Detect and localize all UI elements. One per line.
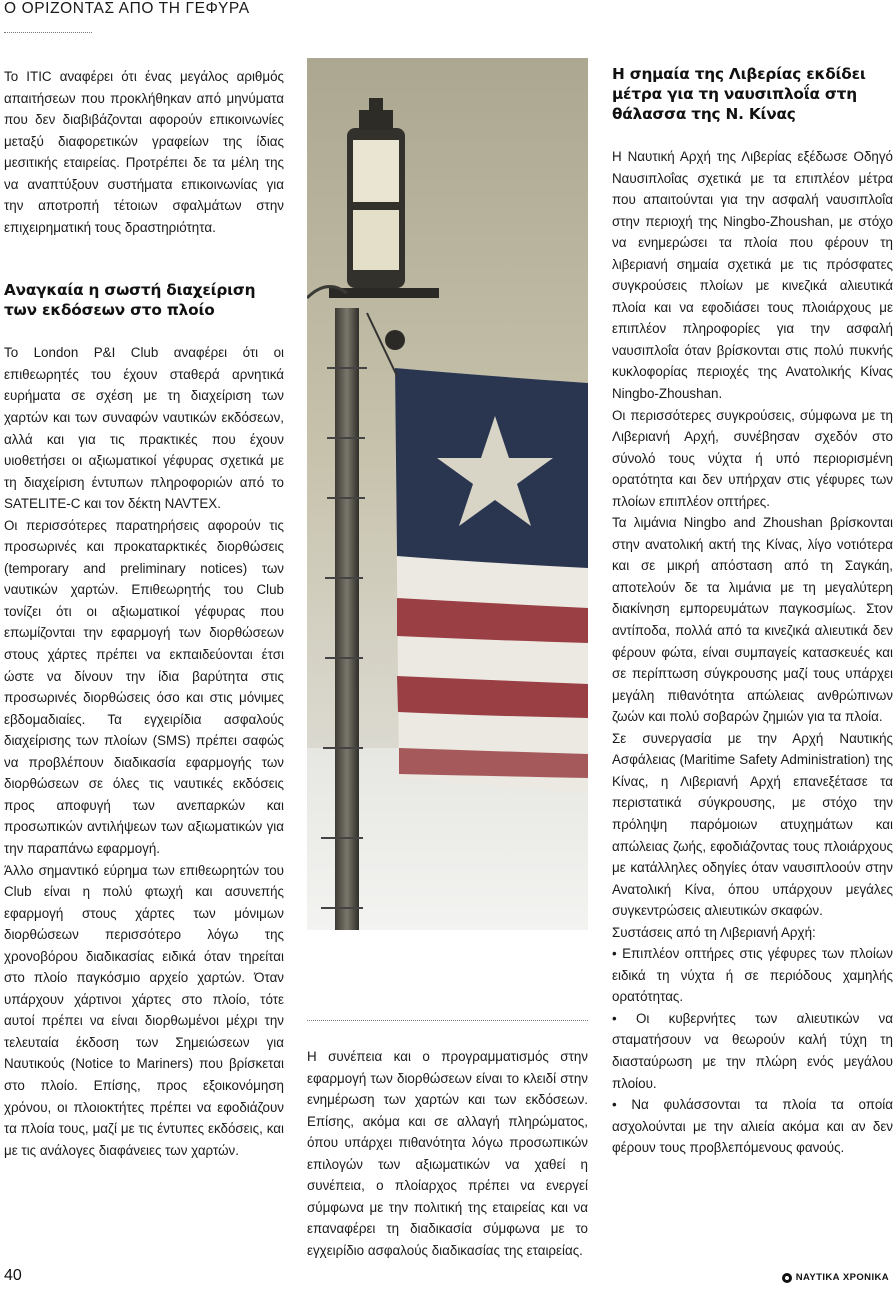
article-heading-liberia: Η σημαία της Λιβερίας εκδίδει μέτρα για τη ναυσιπλοΐα στη θάλασσα της Ν. Κίνας [612,65,866,123]
paragraph: Συστάσεις από τη Λιβεριανή Αρχή: [612,924,816,940]
photo-divider [307,1020,588,1021]
title-divider [4,32,92,33]
paragraph: Άλλο σημαντικό εύρημα των επιθεωρητών του Club είναι η πολύ φτωχή και ασυνεπής εφαρμογή στους χάρτες των μόνιμων διορθώσεων περισσότερο λόγω της χρονοβόρου διαδικασίας ειδικά όταν τηρείται στο πλοίο παγκόσμιο αρχείο χαρτών. Όταν υπάρχουν χάρτινοι χάρτες στο πλοίο, τότε αυτοί πρέπει να είναι διορθωμένοι μέχρι την τελευταία έκδοση των Σημειώσεων για Ναυτικούς (Notice to Mariners) που βρίσκεται στο πλοίο. Επίσης, προς εξοικονόμηση χρόνου, οι πλοιοκτήτες πρέπει να εφοδιάζουν τα πλοία τους, μαζί με τις έντυπες εκδόσεις, και με τις ανάλογες διαφάνειες των χαρτών. [4,862,284,1158]
article-heading-charts: Αναγκαία η σωστή διαχείριση των εκδόσεων στο πλοίο [4,281,256,320]
flag-photo [307,58,588,930]
column-right [612,64,893,1159]
recommendation-item: • Να φυλάσσονται τα πλοία τα οποία ασχολούνται με την αλιεία ακόμα και αν δεν φέρουν τους προβλεπόμενους φανούς. [612,1097,893,1156]
flag [395,368,588,793]
recommendation-item: • Οι κυβερνήτες των αλιευτικών να σταματήσουν να θεωρούν καλή τύχη τη διασταύρωση με την πλώρη ενός μεγάλου πλοίου. [612,1010,893,1091]
column-left [4,66,284,1161]
recommendation-item: • Επιπλέον οπτήρες στις γέφυρες των πλοίων ειδικά τη νύχτα ή σε περιόδους χαμηλής ορατότητας. [612,946,893,1005]
paragraph: Οι περισσότερες παρατηρήσεις αφορούν τις προσωρινές και προκαταρκτικές διορθώσεις (temporary and preliminary notices) των ναυτικών χαρτών. Επιθεωρητής του Club τονίζει ότι οι αξιωματικοί γέφυρας που επωμίζονται την εφαρμογή των διορθώσεων στους χάρτες πρέπει να εκπαιδεύονται έτσι ώστε να δίνουν την ίδια βαρύτητα στις προσωρινές διορθώσεις όσο και στις μόνιμες εβδομαδιαίες. Τα εγχειρίδια ασφαλούς διαχείρισης των πλοίων (SMS) πρέπει σαφώς να προβλέπουν διαδικασία εφαρμογής των διορθώσεων σε όλες τις ναυτικές εκδόσεις προς αποφυγή των ανεπαρκών και προσωπικών αντιλήψεων των αξιωματικών για την παραπάνω εφαρμογή. [4,517,284,856]
page-number: 40 [4,1267,22,1284]
brand-name: ΝΑΥΤΙΚΑ ΧΡΟΝΙΚΑ [795,1272,889,1283]
brand-logo-icon [782,1273,792,1283]
paragraph: Σε συνεργασία με την Αρχή Ναυτικής Ασφάλειας (Maritime Safety Administration) της Κίνας, η Λιβεριανή Αρχή επανεξέτασε τα περιστατικά σύγκρουσης, με στόχο την πρόληψη παρόμοιων ατυχημάτων και απώλειας ζωής, εφοδιάζοντας τους πλοιάρχους με κατάλληλες οδηγίες όταν ναυσιπλοούν στην Ανατολική Κίνα, όπου υπάρχουν μεγάλες συγκεντρώσεις αλιευτικών σκαφών. [612,730,893,919]
column-middle [307,1046,588,1261]
paragraph: Οι περισσότερες συγκρούσεις, σύμφωνα με τη Λιβεριανή Αρχή, συνέβησαν σχεδόν στο σύνολό τους νύχτα ή υπό περιορισμένη ορατότητα και δεν υπήρχαν στις γέφυρες των πλοίων επιπλέον οπτήρες. [612,407,893,509]
paragraph: Το London P&I Club αναφέρει ότι οι επιθεωρητές του έχουν σταθερά αρνητικά ευρήματα σε σχέση με τη διαχείριση των χαρτών και των συναφών ναυτικών εκδόσεων, αλλά και για τις πρακτικές που έχουν υιοθετήσει οι αξιωματικοί γέφυρας σχετικά με τη διαχείριση έντυπων πληροφοριών από το SATELITE-C και τον δέκτη NAVTEX. [4,345,284,512]
paragraph: Τα λιμάνια Ningbo and Zhoushan βρίσκονται στην ανατολική ακτή της Κίνας, λίγο νοτιότερα και σε μικρή απόσταση από τη Σαγκάη, αποτελούν δε τα λιμάνια με τη μεγαλύτερη διακίνηση εμπορευμάτων παγκοσμίως. Στον αντίποδα, πολλά από τα κινεζικά αλιευτικά δεν φέρουν φώτα, είναι συμπαγείς κατασκευές και σε περίπτωση σύγκρουσης μαζί τους υπάρχει μεγάλη πιθανότητα απώλειας ανθρώπινων ζωών και πολύ σοβαρών ζημιών για τα πλοία. [612,515,893,725]
section-title: Ο ΟΡΙΖΟΝΤΑΣ ΑΠΟ ΤΗ ΓΕΦΥΡΑ [4,0,250,17]
paragraph: Η Ναυτική Αρχή της Λιβερίας εξέδωσε Οδηγό Ναυσιπλοΐας σχετικά με τα επιπλέον μέτρα που απαιτούνται για την ασφαλή ναυσιπλοΐα στην περιοχή της Ningbo-Zhoushan, με στόχο να ενημερώσει τα πλοία που φέρουν τη λιβεριανή σημαία σχετικά με τις πρόσφατες συγκρούσεις πλοίων με κινεζικά αλιευτικά πλοία και να εφοδιάσει τους πλοιάρχους με επιπλέον πληροφορίες για την ασφαλή ναυσιπλοΐα όταν βρίσκονται στις πολύ πυκνής κυκλοφορίας περιοχές της Ανατολικής Κίνας Ningbo-Zhoushan. [612,149,893,402]
paragraph: Η συνέπεια και ο προγραμματισμός στην εφαρμογή των διορθώσεων είναι το κλειδί στην ενημέρωση των χαρτών και των εκδόσεων. Επίσης, ακόμα και σε αλλαγή πληρώματος, όπου υπάρχει πιθανότητα λόγω προσωπικών επιλογών των αξιωματικών να χαθεί η συνέπεια, ο πλοίαρχος πρέπει να ενεργεί σύμφωνα με την πολιτική της εταιρείας και να επαναφέρει τη διαδικασία σύμφωνα με το εγχειρίδιο ασφαλούς διαδικασίας της εταιρείας. [307,1049,588,1258]
brand-footer [782,1272,889,1283]
intro-paragraph: Το ITIC αναφέρει ότι ένας μεγάλος αριθμός απαιτήσεων που προκλήθηκαν από μηνύματα που δεν διαβιβάζονται αφορούν επικοινωνίες μεταξύ διαφορετικών γραφείων της ίδιας μεσιτικής εταιρείας. Προτρέπει δε τα μέλη της να αναπτύξουν συστήματα επικοινωνίας για την αποτροπή τέτοιων σφαλμάτων στην επιχειρηματική τους δραστηριότητα. [4,69,284,235]
liberian-flag-mast-photo [307,58,588,930]
